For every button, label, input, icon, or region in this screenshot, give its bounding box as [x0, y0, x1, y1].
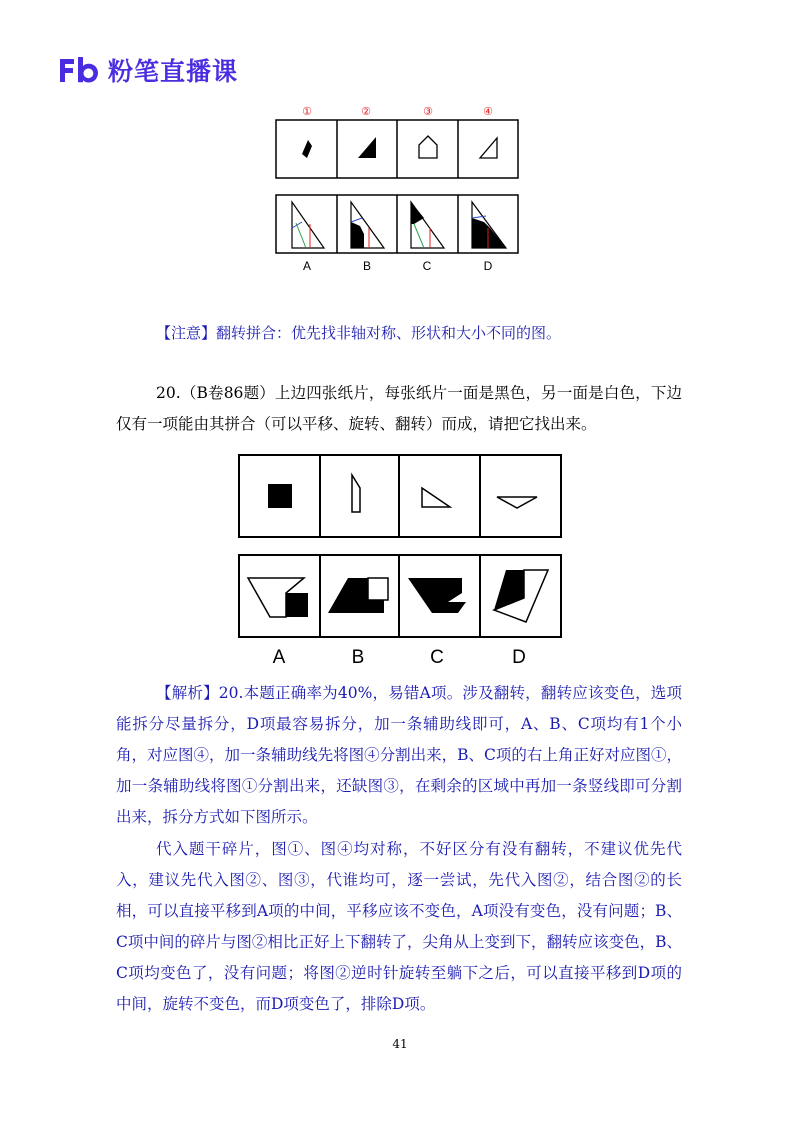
option-c-figure: [408, 578, 466, 613]
option-b-figure: [351, 202, 384, 248]
piece-3-shape: [422, 488, 450, 507]
piece-1-shape: [302, 140, 312, 158]
piece-4-shape: [497, 497, 537, 508]
piece-label: ④: [483, 106, 493, 118]
note-text: 【注意】翻转拼合：优先找非轴对称、形状和大小不同的图。: [156, 324, 562, 342]
option-a-figure: [292, 202, 324, 248]
question-20-text: 20.（B卷86题）上边四张纸片，每张纸片一面是黑色，另一面是白色，下边仅有一项能由其拼合（可以平移、旋转、翻转）而成，请把它找出来。: [116, 384, 682, 433]
piece-1-shape: [268, 484, 292, 508]
option-label: B: [351, 647, 365, 668]
brand-logo: [58, 52, 238, 88]
option-label: C: [422, 259, 432, 273]
option-d-figure: [494, 570, 548, 622]
option-label: A: [272, 647, 286, 668]
piece-3-shape: [419, 136, 437, 158]
option-label: D: [483, 259, 493, 273]
analysis-paragraph-1: 【解析】20.本题正确率为40%，易错A项。涉及翻转，翻转应该变色，选项能拆分尽量拆分，D项最容易拆分，加一条辅助线即可，A、B、C项均有1个小角，对应图④，加一条辅助线先将图④分割出来，B、C项的右上角正好对应图①，加一条辅助线将图①分割出来，还缺图③，在剩余的区域中再加一条竖线即可分割出来，拆分方式如下图所示。: [116, 684, 682, 826]
piece-label: ①: [302, 106, 312, 118]
piece-label: ②: [361, 106, 371, 118]
piece-2-shape: [352, 475, 360, 512]
piece-2-shape: [358, 137, 376, 158]
option-d-figure: [472, 202, 506, 248]
piece-label: ③: [423, 106, 433, 118]
option-label: C: [430, 647, 444, 668]
option-c-figure: [411, 202, 444, 248]
analysis-paragraph-2: 代入题干碎片，图①、图④均对称，不好区分有没有翻转，不建议优先代入，建议先代入图②、图③，代谁均可，逐一尝试，先代入图②，结合图②的长相，可以直接平移到A项的中间，平移应该不变色，A项没有变色，没有问题；B、C项中间的碎片与图②相比正好上下翻转了，尖角从上变到下，翻转应该变色，B、C项均变色了，没有问题；将图②逆时针旋转至躺下之后，可以直接平移到D项的中间，旋转不变色，而D项变色了，排除D项。: [116, 840, 682, 1013]
logo-text: 粉笔直播课: [108, 57, 239, 86]
piece-4-shape: [480, 138, 497, 158]
option-b-figure: [328, 578, 388, 613]
option-label: D: [512, 647, 526, 668]
figure-1: [274, 100, 520, 276]
option-a-figure: [248, 578, 308, 617]
option-label: A: [302, 259, 312, 273]
fenbi-logo-icon: [58, 55, 100, 85]
page-number: 41: [392, 1037, 408, 1051]
figure-2: [236, 450, 566, 670]
option-label: B: [362, 259, 372, 273]
